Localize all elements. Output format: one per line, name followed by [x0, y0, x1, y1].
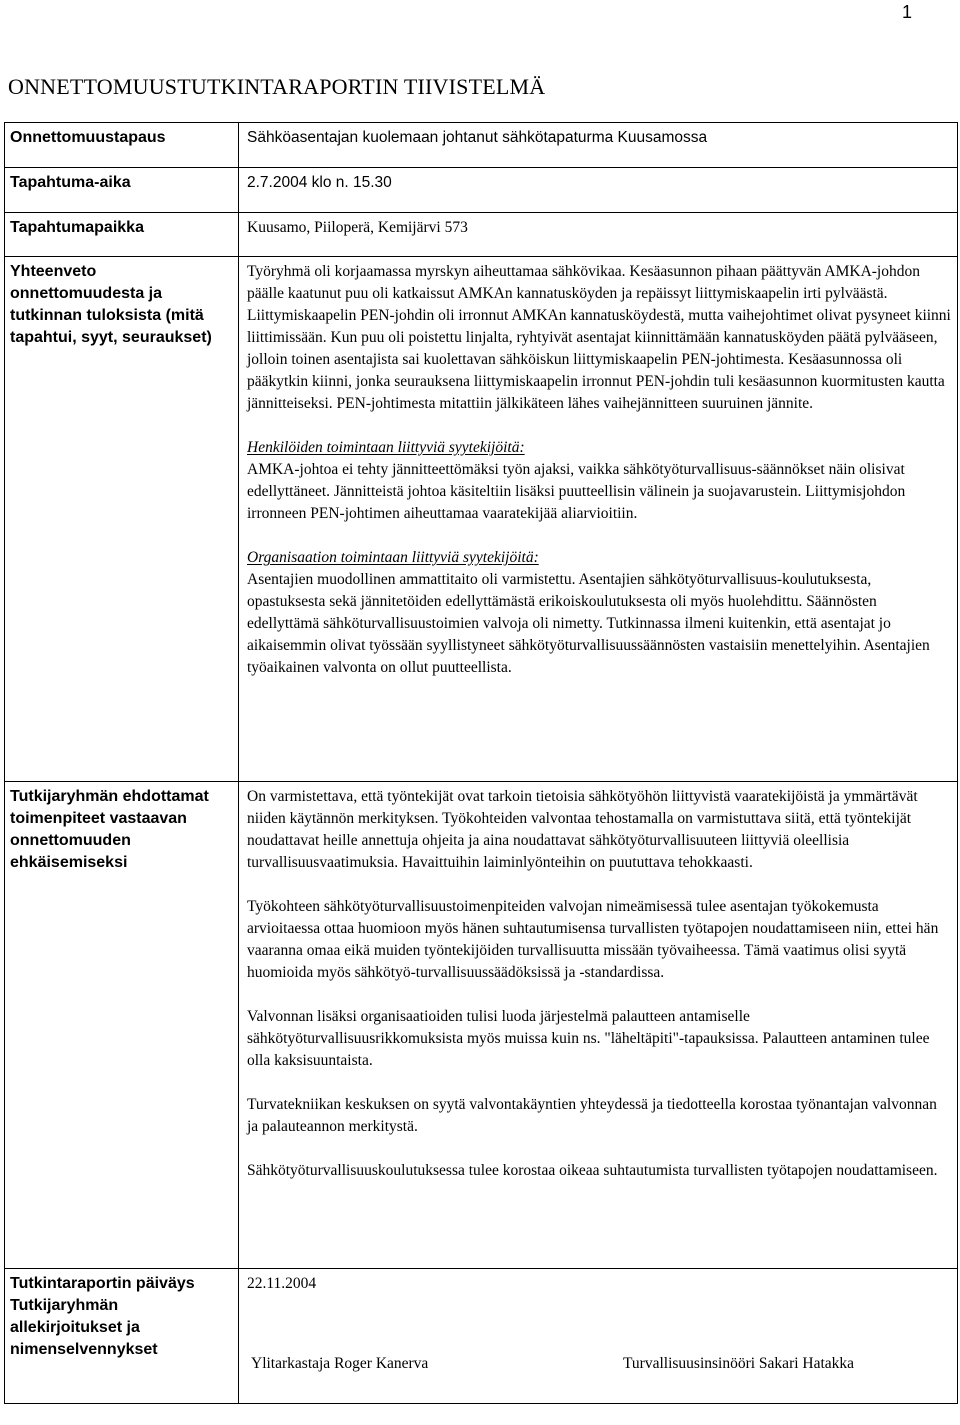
label-accident-type: Onnettomuustapaus	[5, 123, 239, 168]
proposal-paragraph-2: Työkohteen sähkötyöturvallisuustoimenpiteiden valvojan nimeämisessä tulee asentajan työkokemusta arvioitaessa ottaa huomioon myös hänen suhtautumisensa turvallisten työtapojen noudattamiseen niin, ettei hän vaaranna omaa eikä muiden työntekijöiden turvallisuutta missään työvaiheessa. Tämä vaatimus olisi syytä huomioida myös sähkötyö-turvallisuussäädöksissä ja -standardissa.	[247, 898, 939, 981]
personal-causes-heading: Henkilöiden toimintaan liittyviä syytekijöitä:	[247, 439, 525, 456]
signer-2: Turvallisuusinsinööri Sakari Hatakka	[623, 1355, 855, 1372]
label-report-signatures: Tutkijaryhmän allekirjoitukset ja nimenselvennykset	[10, 1297, 158, 1358]
table-row-summary	[5, 257, 958, 782]
summary-table	[4, 122, 958, 1404]
report-date: 22.11.2004	[247, 1275, 317, 1292]
summary-paragraph: Työryhmä oli korjaamassa myrskyn aiheuttamaa sähkövikaa. Kesäasunnon pihaan päättyvän AMKA-johdon päälle kaatunut puu oli katkaissut AMKAn kannatusköyden ja repäissyt liittymiskaapelin irti pylväästä. Liittymiskaapelin PEN-johdin oli irronnut AMKAn kannatusköydestä, mutta vaihejohtimet olivat pysyneet kiinni liittimissään. Kun puu oli poistettu linjalta, ryhtyivät asentajat kiinnittämään kannatusköyden päätä pylvääseen, jolloin toinen asentajista sai kuolettavan sähköiskun liittymiskaapelin PEN-johtimesta. Kesäasunnossa oli pääkytkin kiinni, jonka seurauksena liittymiskaapelin irronnut PEN-johdin tuli kesäasunnon kuormitusten kautta jännitteiseksi. PEN-johtimesta mitattiin jälkikäteen lähes vaihejännitteen suuruinen jännite.	[247, 263, 951, 412]
label-proposals: Tutkijaryhmän ehdottamat toimenpiteet vastaavan onnettomuuden ehkäisemiseksi	[5, 782, 239, 1269]
label-event-time: Tapahtuma-aika	[5, 168, 239, 213]
table-row-proposals	[5, 782, 958, 1269]
label-report	[5, 1269, 239, 1404]
value-accident-type: Sähköasentajan kuolemaan johtanut sähkötapaturma Kuusamossa	[239, 123, 958, 168]
table-row-event-place	[5, 213, 958, 257]
value-summary	[239, 257, 958, 782]
value-event-place: Kuusamo, Piiloperä, Kemijärvi 573	[239, 213, 958, 257]
page-number: 1	[901, 2, 912, 22]
document-title: ONNETTOMUUSTUTKINTARAPORTIN TIIVISTELMÄ	[8, 74, 546, 99]
value-event-time: 2.7.2004 klo n. 15.30	[239, 168, 958, 213]
value-proposals	[239, 782, 958, 1269]
personal-causes-paragraph: AMKA-johtoa ei tehty jännitteettömäksi työn ajaksi, vaikka sähkötyöturvallisuus-säännökset näin olisivat edellyttäneet. Jännitteistä johtoa käsiteltiin lisäksi puutteellisin välinein ja suojavarustein. Liittymisjohdon irronneen PEN-johtimen aiheuttamaa vaaratekijää aliarvioitiin.	[247, 461, 906, 522]
label-report-date: Tutkintaraportin päiväys	[10, 1275, 195, 1292]
label-summary: Yhteenveto onnettomuudesta ja tutkinnan tuloksista (mitä tapahtui, syyt, seuraukset)	[5, 257, 239, 782]
proposal-paragraph-3: Valvonnan lisäksi organisaatioiden tulisi luoda järjestelmä palautteen antamiselle sähkötyöturvallisuusrikkomuksista myös muissa kuin ns. "läheltäpiti"-tapauksissa. Palautteen antaminen tulee olla kaksisuuntaista.	[247, 1008, 930, 1069]
value-report	[239, 1269, 958, 1404]
label-event-place: Tapahtumapaikka	[5, 213, 239, 257]
proposal-paragraph-1: On varmistettava, että työntekijät ovat tarkoin tietoisia sähkötyöhön liittyvistä vaaratekijöistä ja ymmärtävät niiden käytännön merkityksen. Työkohteiden valvontaa tehostamalla on varmistuttava siitä, että työntekijät noudattavat heille annettuja ohjeita ja aina noudattavat sähkötyöturvallisuuteen liittyviä oleellisia turvallisuusvaatimuksia. Havaittuihin laiminlyönteihin on puututtava tehokkaasti.	[247, 788, 918, 871]
signature-row	[247, 1353, 951, 1375]
table-row-report	[5, 1269, 958, 1404]
organisation-causes-paragraph: Asentajien muodollinen ammattitaito oli varmistettu. Asentajien sähkötyöturvallisuus-koulutuksesta, opastuksesta sekä jännitetöiden edellyttämästä erikoiskoulutuksesta oli myös huolehdittu. Säännösten edellyttämä sähköturvallisuustoimien valvoja oli nimetty. Tutkinnassa ilmeni kuitenkin, että asentajat jo aikaisemmin olivat työssään syyllistyneet sähkötyöturvallisuussäännösten vastaisiin menettelyihin. Asentajien työaikainen valvonta on ollut puutteellista.	[247, 571, 930, 676]
proposal-paragraph-4: Turvatekniikan keskuksen on syytä valvontakäyntien yhteydessä ja tiedotteella korostaa työnantajan valvonnan ja palauteannon merkitystä.	[247, 1096, 937, 1135]
table-row-accident-type	[5, 123, 958, 168]
organisation-causes-heading: Organisaation toimintaan liittyviä syytekijöitä:	[247, 549, 539, 566]
signer-1: Ylitarkastaja Roger Kanerva	[251, 1355, 429, 1372]
proposal-paragraph-5: Sähkötyöturvallisuuskoulutuksessa tulee korostaa oikeaa suhtautumista turvallisten työtapojen noudattamiseen.	[247, 1162, 938, 1179]
table-row-event-time	[5, 168, 958, 213]
